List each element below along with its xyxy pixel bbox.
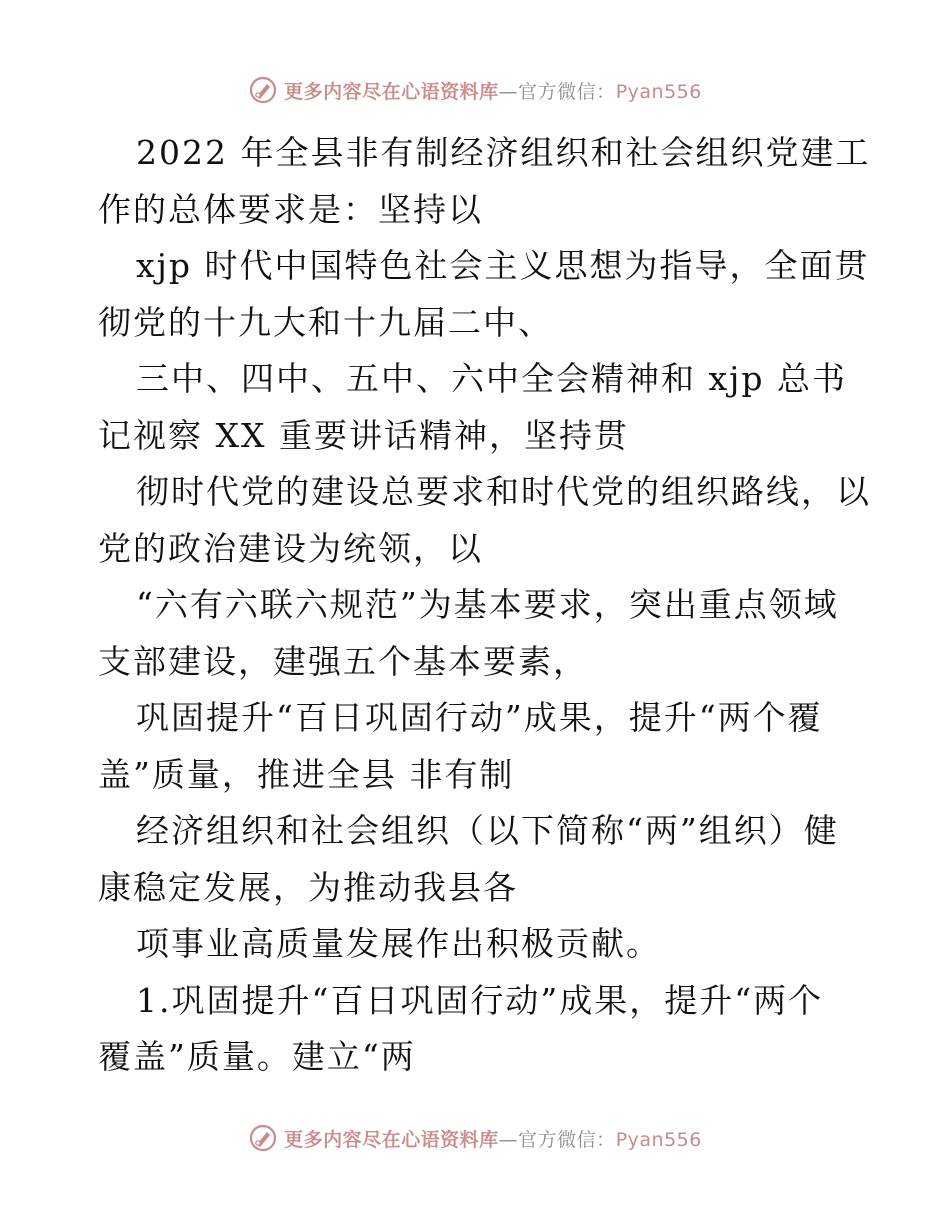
paragraph-line: 支部建设，建强五个基本要素， (98, 641, 588, 681)
footer-watermark (0, 1118, 950, 1158)
pen-circle-logo-icon (248, 1123, 278, 1153)
paragraph-line: 记视察 XX 重要讲话精神，坚持贯 (98, 415, 629, 455)
watermark-official: —官方微信： (498, 1128, 616, 1151)
paragraph-line: 2022 年全县非有制经济组织和社会组织党建工 (136, 133, 871, 172)
watermark-account: Pyan556 (615, 1128, 702, 1151)
paragraph-line: 1.巩固提升“百日巩固行动”成果，提升“两个 (136, 980, 824, 1020)
paragraph-line: 经济组织和社会组织（以下简称“两”组织）健 (136, 811, 839, 850)
paragraph-line: 彻党的十九大和十九届二中、 (98, 302, 553, 342)
watermark-account: Pyan556 (615, 80, 702, 103)
watermark-text (284, 1125, 702, 1152)
paragraph-line: xjp 时代中国特色社会主义思想为指导，全面贯 (136, 246, 870, 285)
paragraph-line: “六有六联六规范”为基本要求，突出重点领域 (136, 585, 839, 624)
watermark-text (284, 77, 702, 104)
paragraph-line: 三中、四中、五中、六中全会精神和 xjp 总书 (136, 359, 847, 398)
paragraph-line: 作的总体要求是：坚持以 (98, 189, 483, 229)
paragraph-line: 巩固提升“百日巩固行动”成果，提升“两个覆 (136, 698, 823, 737)
header-watermark (0, 70, 950, 110)
watermark-official: —官方微信： (498, 80, 616, 103)
paragraph-line: 覆盖”质量。建立“两 (98, 1037, 416, 1076)
paragraph-line: 盖”质量，推进全县 非有制 (98, 754, 515, 794)
paragraph-line: 彻时代党的建设总要求和时代党的组织路线，以 (136, 472, 871, 511)
pen-circle-logo-icon (248, 75, 278, 105)
watermark-site: 更多内容尽在心语资料库 (284, 1128, 499, 1151)
watermark-site: 更多内容尽在心语资料库 (284, 80, 499, 103)
paragraph-line: 项事业高质量发展作出积极贡献。 (136, 924, 661, 963)
paragraph-line: 党的政治建设为统领，以 (98, 528, 483, 568)
paragraph-line: 康稳定发展，为推动我县各 (98, 867, 518, 907)
document-body (98, 125, 871, 1086)
